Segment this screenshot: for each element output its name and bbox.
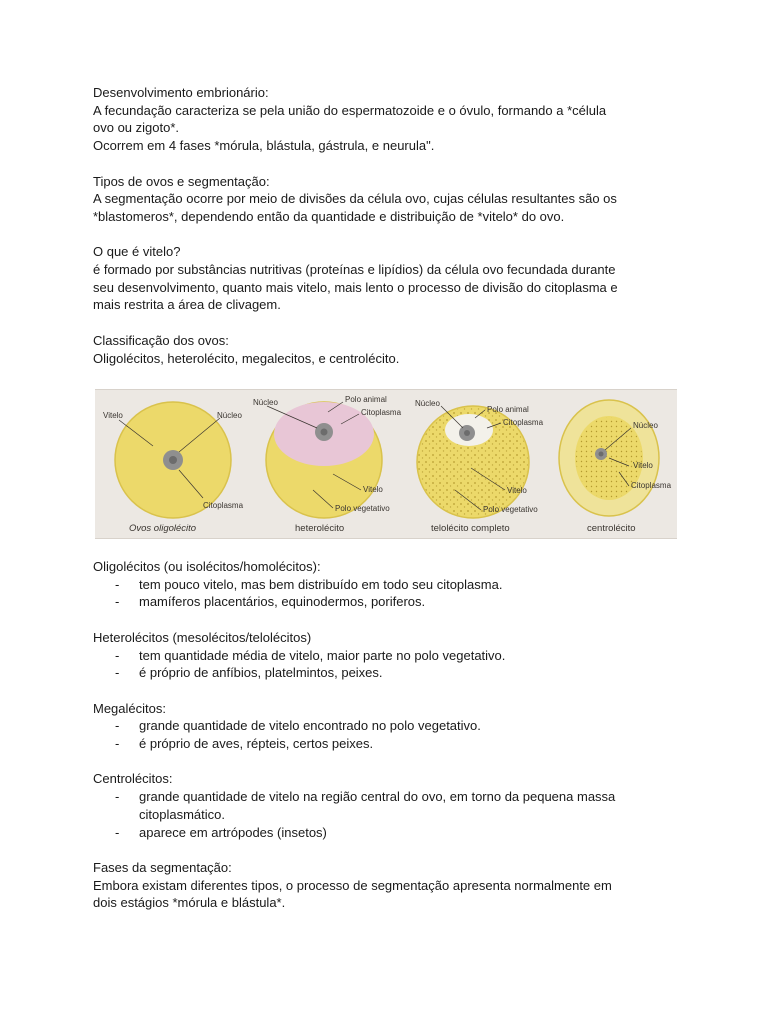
hetero-label-polo-animal: Polo animal (345, 395, 387, 404)
centro-item-1-line-1: grande quantidade de vitelo na região central do ovo, em torno da pequena massa (139, 789, 616, 805)
hetero-caption: heterolécito (295, 523, 345, 534)
phases-line-2: dois estágios *mórula e blástula*. (93, 895, 286, 911)
telo-label-polo-vegetativo: Polo vegetativo (483, 505, 538, 514)
list-item: - grande quantidade de vitelo encontrado no polo vegetativo. (93, 717, 683, 735)
types-line-2: *blastomeros*, dependendo então da quantidade e distribuição de *vitelo* do ovo. (93, 208, 565, 224)
hetero-label-citoplasma: Citoplasma (361, 408, 402, 417)
list-item: - aparece em artrópodes (insetos) (93, 824, 683, 842)
hetero-label-polo-vegetativo: Polo vegetativo (335, 504, 390, 513)
telo-label-nucleo: Núcleo (415, 399, 440, 408)
centro-label-vitelo: Vitelo (633, 461, 653, 470)
phases-line-1: Embora existam diferentes tipos, o processo de segmentação apresenta normalmente em (93, 877, 612, 893)
classification-line-1: Oligolécitos, heterolécito, megalecitos, e centrolécito. (93, 350, 400, 366)
classification-title: Classificação dos ovos: (93, 332, 229, 348)
oligo-label-citoplasma: Citoplasma (203, 501, 244, 510)
hetero-label-nucleo: Núcleo (253, 398, 278, 407)
centro-label-nucleo: Núcleo (633, 421, 658, 430)
oligo-list (93, 576, 683, 611)
oligo-title: Oligolécitos (ou isolécitos/homolécitos): (93, 559, 321, 574)
hetero-list (93, 647, 683, 682)
types-title: Tipos de ovos e segmentação: (93, 173, 270, 189)
oligo-label-nucleo: Núcleo (217, 411, 242, 420)
centro-caption: centrolécito (587, 523, 636, 534)
telo-label-polo-animal: Polo animal (487, 405, 529, 414)
oligo-label-vitelo: Vitelo (103, 411, 123, 420)
lower-text-block (93, 558, 683, 912)
types-line-1: A segmentação ocorre por meio de divisões da célula ovo, cujas células resultantes são os (93, 191, 617, 207)
egg-types-figure (95, 389, 677, 539)
centro-label-citoplasma: Citoplasma (631, 481, 672, 490)
mega-title: Megalécitos: (93, 700, 166, 716)
intro-title: Desenvolvimento embrionário: (93, 85, 269, 100)
vitelo-line-1: é formado por substâncias nutritivas (proteínas e lipídios) da célula ovo fecundada durante (93, 262, 616, 277)
phases-title: Fases da segmentação: (93, 859, 232, 875)
mega-list (93, 717, 683, 752)
upper-text-block (93, 84, 683, 367)
list-item: - tem pouco vitelo, mas bem distribuído em todo seu citoplasma. (93, 576, 683, 594)
telo-label-vitelo: Vitelo (507, 486, 527, 495)
telo-caption: telolécito completo (431, 523, 510, 534)
list-item: - é próprio de anfíbios, platelmintos, peixes. (93, 664, 683, 682)
centro-title: Centrolécitos: (93, 771, 173, 787)
vitelo-line-3: mais restrita a área de clivagem. (93, 297, 281, 313)
centro-item-1-line-2: citoplasmático. (139, 806, 225, 822)
list-item (93, 788, 683, 823)
intro-line-1: A fecundação caracteriza se pela união do espermatozoide e o óvulo, formando a *célula (93, 102, 607, 118)
list-item: - tem quantidade média de vitelo, maior parte no polo vegetativo. (93, 647, 683, 665)
intro-line-2: ovo ou zigoto*. (93, 120, 180, 136)
vitelo-line-2: seu desenvolvimento, quanto mais vitelo, mais lento o processo de divisão do citoplasma e (93, 279, 618, 295)
vitelo-title: O que é vitelo? (93, 244, 181, 260)
hetero-title: Heterolécitos (mesolécitos/telolécitos) (93, 629, 312, 645)
list-item: - é próprio de aves, répteis, certos peixes. (93, 735, 683, 753)
centro-list (93, 788, 683, 841)
list-item: - mamíferos placentários, equinodermos, poriferos. (93, 593, 683, 611)
hetero-label-vitelo: Vitelo (363, 485, 383, 494)
intro-line-3: Ocorrem em 4 fases *mórula, blástula, gástrula, e neurula". (93, 138, 435, 154)
telo-label-citoplasma: Citoplasma (503, 418, 544, 427)
oligo-caption: Ovos oligolécito (129, 523, 197, 534)
